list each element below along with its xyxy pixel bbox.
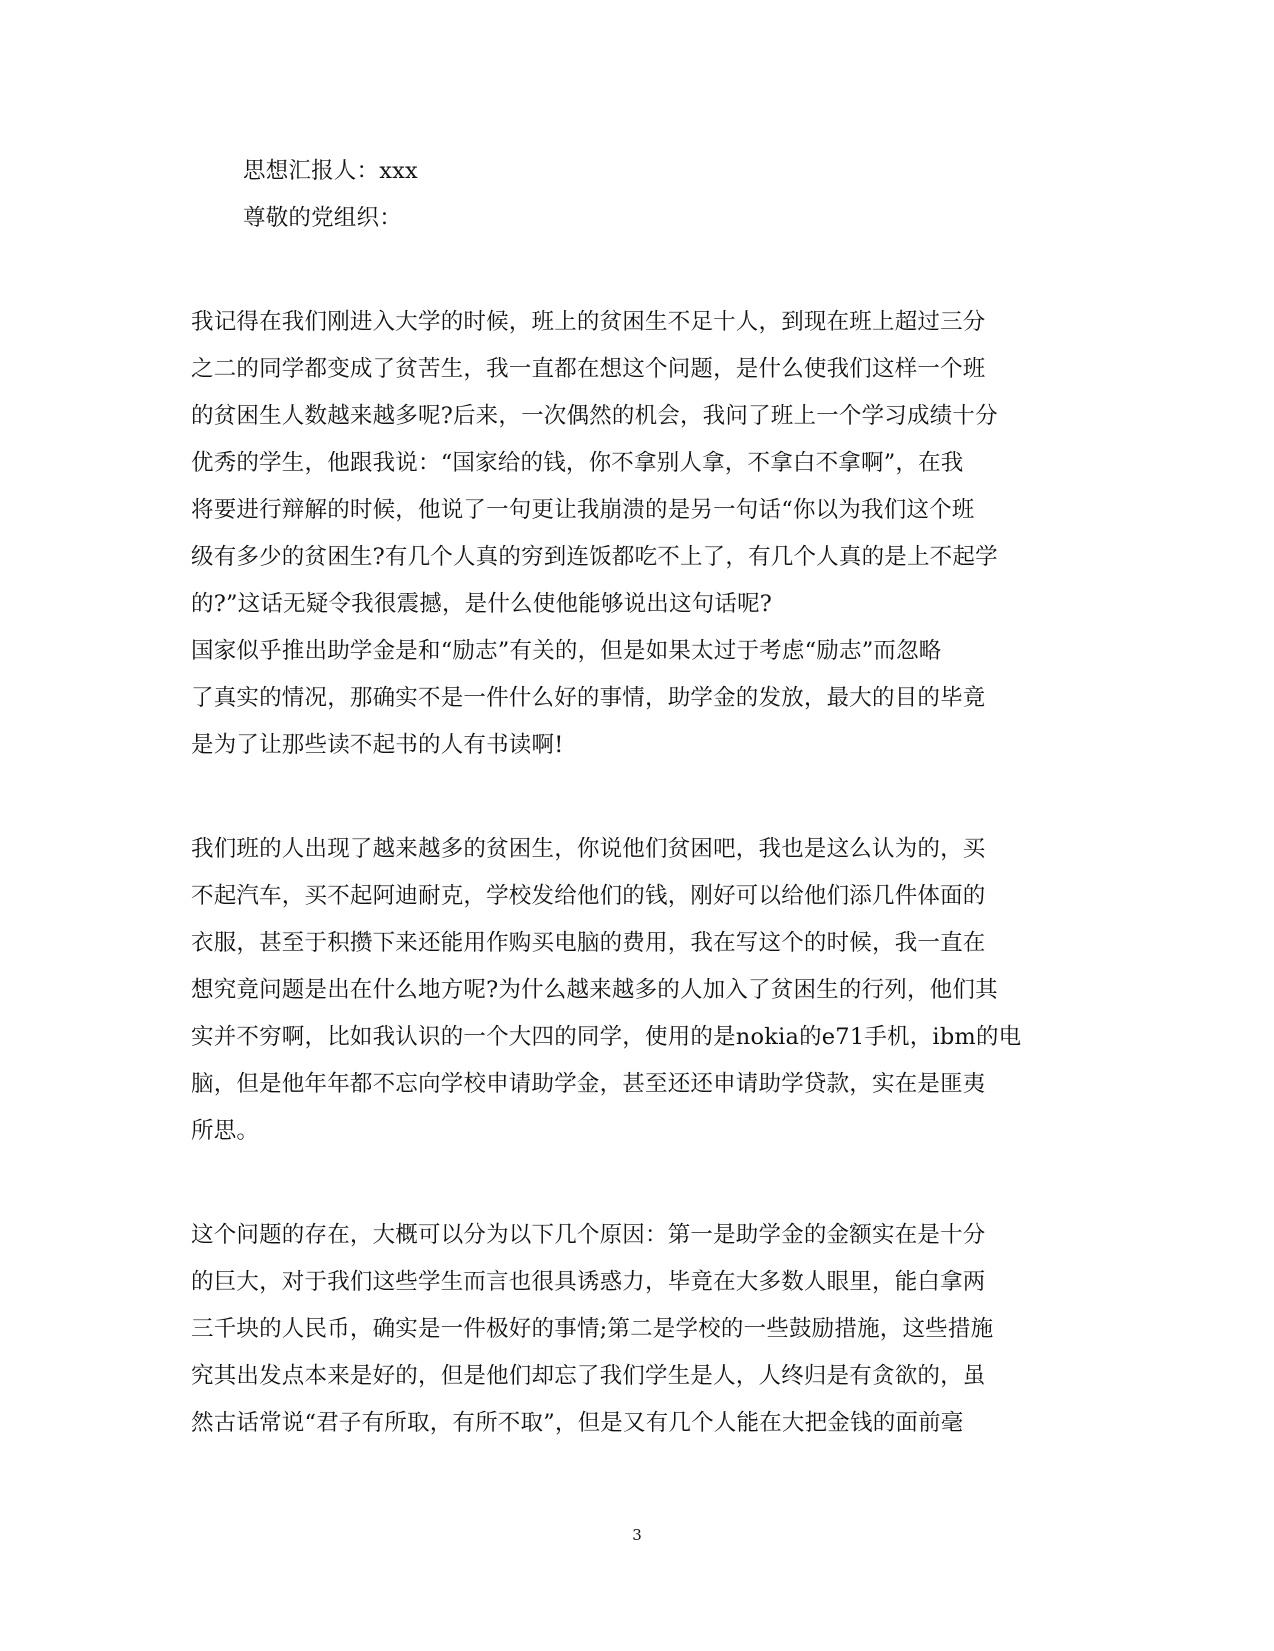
paragraph-line: 想究竟问题是出在什么地方呢?为什么越来越多的人加入了贫困生的行列，他们其	[191, 977, 998, 1003]
paragraph-line: 实并不穷啊，比如我认识的一个大四的同学，使用的是nokia的e71手机，ibm的电	[191, 1024, 1022, 1050]
paragraph-line: 我记得在我们刚进入大学的时候，班上的贫困生不足十人，到现在班上超过三分	[191, 309, 986, 335]
paragraph-line: 所思。	[191, 1118, 260, 1144]
paragraph-line: 这个问题的存在，大概可以分为以下几个原因：第一是助学金的金额实在是十分	[191, 1222, 986, 1248]
page-number: 3	[632, 1526, 642, 1544]
paragraph-line: 的?”这话无疑令我很震撼，是什么使他能够说出这句话呢?	[191, 591, 773, 617]
paragraph-line: 国家似乎推出助学金是和“励志”有关的，但是如果太过于考虑“励志”而忽略	[191, 638, 942, 664]
paragraph-line: 级有多少的贫困生?有几个人真的穷到连饭都吃不上了，有几个人真的是上不起学	[191, 544, 998, 570]
reporter-line: 思想汇报人：xxx	[243, 158, 418, 184]
paragraph-line: 脑，但是他年年都不忘向学校申请助学金，甚至还还申请助学贷款，实在是匪夷	[191, 1071, 986, 1097]
paragraph-line: 然古话常说“君子有所取，有所不取”，但是又有几个人能在大把金钱的面前毫	[191, 1410, 964, 1436]
paragraph-line: 优秀的学生，他跟我说：“国家给的钱，你不拿别人拿，不拿白不拿啊”，在我	[191, 450, 964, 476]
paragraph-line: 将要进行辩解的时候，他说了一句更让我崩溃的是另一句话“你以为我们这个班	[191, 497, 975, 523]
paragraph-line: 不起汽车，买不起阿迪耐克，学校发给他们的钱，刚好可以给他们添几件体面的	[191, 883, 986, 909]
paragraph-line: 之二的同学都变成了贫苦生，我一直都在想这个问题，是什么使我们这样一个班	[191, 356, 986, 382]
paragraph-line: 三千块的人民币，确实是一件极好的事情;第二是学校的一些鼓励措施，这些措施	[191, 1316, 994, 1342]
paragraph-line: 的巨大，对于我们这些学生而言也很具诱惑力，毕竟在大多数人眼里，能白拿两	[191, 1269, 986, 1295]
paragraph-line: 我们班的人出现了越来越多的贫困生，你说他们贫困吧，我也是这么认为的，买	[191, 836, 986, 862]
paragraph-line: 的贫困生人数越来越多呢?后来，一次偶然的机会，我问了班上一个学习成绩十分	[191, 403, 998, 429]
paragraph-line: 是为了让那些读不起书的人有书读啊!	[191, 732, 564, 758]
paragraph-line: 了真实的情况，那确实不是一件什么好的事情，助学金的发放，最大的目的毕竟	[191, 685, 986, 711]
paragraph-line: 衣服，甚至于积攒下来还能用作购买电脑的费用，我在写这个的时候，我一直在	[191, 930, 986, 956]
salutation-line: 尊敬的党组织：	[243, 205, 402, 231]
paragraph-line: 究其出发点本来是好的，但是他们却忘了我们学生是人，人终归是有贪欲的，虽	[191, 1363, 986, 1389]
